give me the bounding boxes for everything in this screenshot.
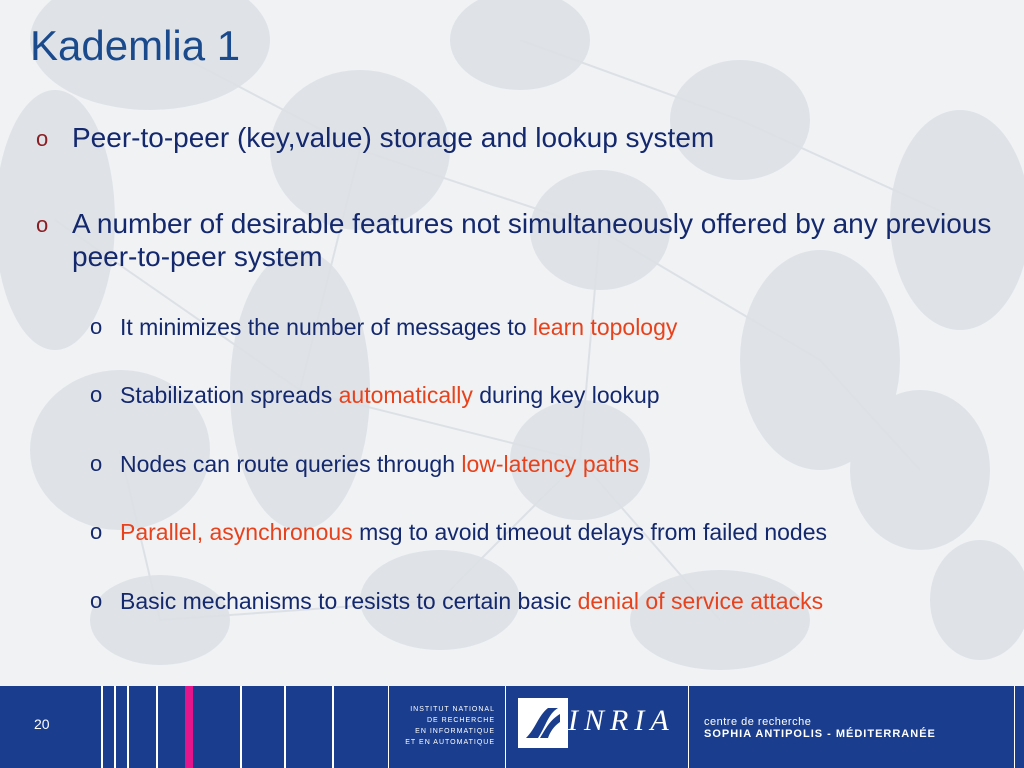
sub-bullet-item	[90, 450, 1020, 478]
highlighted-text: Parallel, asynchronous	[120, 519, 353, 545]
footer-divider	[1014, 686, 1015, 768]
centre-label: centre de recherche	[704, 716, 812, 728]
footer-divider	[156, 686, 158, 768]
highlighted-text: denial of service attacks	[577, 588, 824, 614]
sub-bullet-item	[90, 518, 1020, 546]
bullet-item	[36, 207, 1011, 273]
sub-bullet-item	[90, 313, 1020, 341]
sub-bullet-text: Basic mechanisms to resists to certain basic denial of service attacks	[120, 588, 824, 614]
sub-bullet-marker: o	[90, 588, 103, 613]
sub-bullet-text: Nodes can route queries through low-latency paths	[120, 451, 640, 477]
sub-bullet-item	[90, 587, 1020, 615]
footer-divider	[127, 686, 129, 768]
sub-bullet-marker: o	[90, 519, 103, 544]
highlighted-text: learn topology	[532, 314, 678, 340]
sub-bullet-text: Stabilization spreads automatically during key lookup	[120, 382, 660, 408]
centre-name: SOPHIA ANTIPOLIS - MÉDITERRANÉE	[704, 728, 936, 740]
sub-bullet-text: It minimizes the number of messages to learn topology	[120, 314, 678, 340]
bullet-marker: o	[36, 126, 49, 151]
page-number: 20	[34, 716, 50, 732]
sub-bullet-text: Parallel, asynchronous msg to avoid timeout delays from failed nodes	[120, 519, 827, 545]
highlighted-text: low-latency paths	[461, 451, 640, 477]
footer-divider	[114, 686, 116, 768]
footer-divider	[688, 686, 689, 768]
sub-bullet-marker: o	[90, 382, 103, 407]
sub-bullet-marker: o	[90, 314, 103, 339]
footer-divider	[284, 686, 286, 768]
bullet-marker: o	[36, 212, 49, 237]
footer-bar	[0, 686, 1024, 768]
inria-logo-icon	[518, 698, 568, 748]
bullet-text: Peer-to-peer (key,value) storage and lookup system	[72, 122, 715, 153]
institute-name: INSTITUT NATIONAL DE RECHERCHE EN INFORMATIQUE ET EN AUTOMATIQUE	[405, 706, 495, 746]
inria-logo-text: INRIA	[568, 704, 675, 737]
footer-divider	[240, 686, 242, 768]
bullet-item	[36, 121, 1011, 154]
footer-divider	[505, 686, 506, 768]
accent-bar	[185, 686, 193, 768]
slide-title: Kademlia 1	[30, 22, 241, 69]
sub-bullet-marker: o	[90, 451, 103, 476]
sub-bullet-item	[90, 381, 1020, 409]
footer-divider	[388, 686, 389, 768]
footer-divider	[101, 686, 103, 768]
highlighted-text: automatically	[338, 382, 473, 408]
footer-divider	[332, 686, 334, 768]
bullet-text: A number of desirable features not simultaneously offered by any previous peer-to-peer system	[72, 208, 992, 272]
